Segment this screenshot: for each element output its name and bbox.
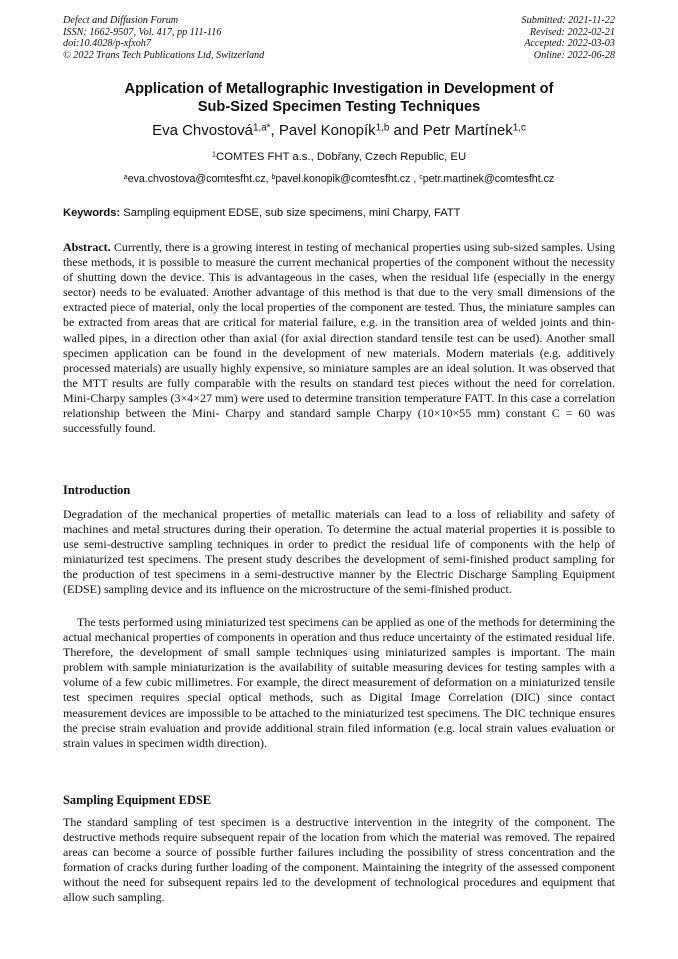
accepted-date: Accepted: 2022-03-03 [524, 38, 615, 50]
introduction-paragraph-2: The tests performed using miniaturized test specimens can be applied as one of the methods for determining the actual mechanical properties of components in operation and thus reduce uncertainty of the estimated residual life. Therefore, the development of small sample techniques using miniaturized samples is important. The main problem with sample miniaturization is the availability of suitable measuring devices for testing samples with a volume of a few cubic millimetres. For example, the direct measurement of deformation on a miniaturized tensile test specimen requires special optical methods, such as Digital Image Correlation (DIC) since contact measurement devices are impossible to be attached to the miniaturized test specimens. The DIC technique ensures the precise strain evaluation and provide additional strain filed information (e.g. local strain values evaluation or strain values in specimen width direction). [63, 615, 615, 750]
doi: doi:10.4028/p-xfxoh7 [63, 38, 151, 50]
section-heading-sampling-equipment: Sampling Equipment EDSE [63, 793, 212, 807]
journal-name: Defect and Diffusion Forum [63, 15, 179, 26]
submitted-date: Submitted: 2021-11-22 [521, 15, 615, 26]
author-name: Eva Chvostová [152, 122, 253, 139]
author-separator: , [270, 122, 279, 139]
copyright: © 2022 Trans Tech Publications Ltd, Switzerland [63, 49, 265, 61]
email-address: petr.martinek@comtesfht.cz [422, 173, 555, 185]
online-date: Online: 2022-06-28 [533, 49, 615, 61]
keywords-label: Keywords: [63, 207, 121, 219]
paper-title [63, 80, 615, 116]
journal-header-right [522, 15, 615, 61]
section-heading-introduction: Introduction [63, 483, 131, 497]
abstract-label: Abstract. [63, 240, 111, 254]
affiliation-text: COMTES FHT a.s., Dobřany, Czech Republic, EU [216, 151, 467, 163]
affiliation-marker: 1 [211, 149, 217, 159]
email-marker: b [271, 173, 276, 181]
sampling-paragraph-1: The standard sampling of test specimen is a destructive intervention in the integrity of the component. The destructive methods require subsequent repair of the location from which the material was removed. The repaired areas can become a source of possible further failures including the possibility of stress concentration and the formation of cracks during further loading of the component. Maintaining the integrity of the assessed component without the need for subsequent repairs led to the development of technological procedures and equipment that allow such sampling. [63, 815, 615, 905]
introduction-paragraph-1: Degradation of the mechanical properties of metallic materials can lead to a loss of reliability and safety of machines and metal structures during their operation. To determine the actual material properties it is possible to use semi-destructive sampling techniques in order to predict the residual life of components with the help of miniaturized test specimens. The present study describes the development of semi-finished product sampling for the production of test specimens in a semi-destructive manner by the Electric Discharge Sampling Equipment (EDSE) sampling device and its influence on the microstructure of the semi-finished product. [63, 507, 615, 597]
abstract-text: Currently, there is a growing interest in testing of mechanical properties using sub-sized samples. Using these methods, it is possible to measure the current mechanical properties of the component without the necessity of shutting down the device. This is advantageous in the cases, when the residual life (especially in the energy sector) needs to be evaluated. Another advantage of this method is that due to the very small dimensions of the extracted piece of material, only the local properties of the component are tested. Thus, the miniature samples can be extracted from areas that are critical for material failure, e.g. in the transition area of welded joints and thin-walled pipes, in a direction other than axial (for axial direction standard tensile test can be used). Another small specimen application can be found in the development of new materials. Modern materials (e.g. additively processed materials) are usually highly expensive, so miniature samples are an ideal solution. It was observed that the MTT results are fully comparable with the results on standard test pieces without the need for correlation. Mini-Charpy samples (3×4×27 mm) were used to determine transition temperature FATT. In this case a correlation relationship between the Mini- Charpy and standard sample Charpy (10×10×55 mm) constant C = 60 was successfully found. [63, 240, 615, 436]
affiliation [63, 150, 615, 164]
keywords-text: Sampling equipment EDSE, sub size specimens, mini Charpy, FATT [120, 207, 461, 219]
author-list [63, 122, 615, 140]
issn-volume-pages: ISSN: 1662-9507, Vol. 417, pp 111-116 [63, 26, 222, 38]
journal-header-left [63, 15, 264, 61]
email-marker: c [419, 173, 423, 181]
keywords [63, 206, 615, 220]
title-line-2: Sub-Sized Specimen Testing Techniques [197, 99, 481, 115]
author-affiliation-marker: 1,a* [252, 122, 271, 134]
author-affiliation-marker: 1,c [512, 122, 526, 134]
email-address: eva.chvostova@comtesfht.cz, [127, 173, 272, 185]
author-name: Petr Martínek [422, 122, 513, 139]
revised-date: Revised: 2022-02-21 [529, 26, 615, 38]
author-affiliation-marker: 1,b [375, 122, 390, 134]
author-name: Pavel Konopík [278, 122, 376, 139]
email-address: pavel.konopik@comtesfht.cz , [275, 173, 420, 185]
abstract [63, 240, 615, 436]
author-separator: and [389, 122, 423, 139]
email-list [63, 172, 615, 186]
title-line-1: Application of Metallographic Investigation in Development of [124, 81, 554, 97]
email-marker: a [123, 173, 128, 181]
